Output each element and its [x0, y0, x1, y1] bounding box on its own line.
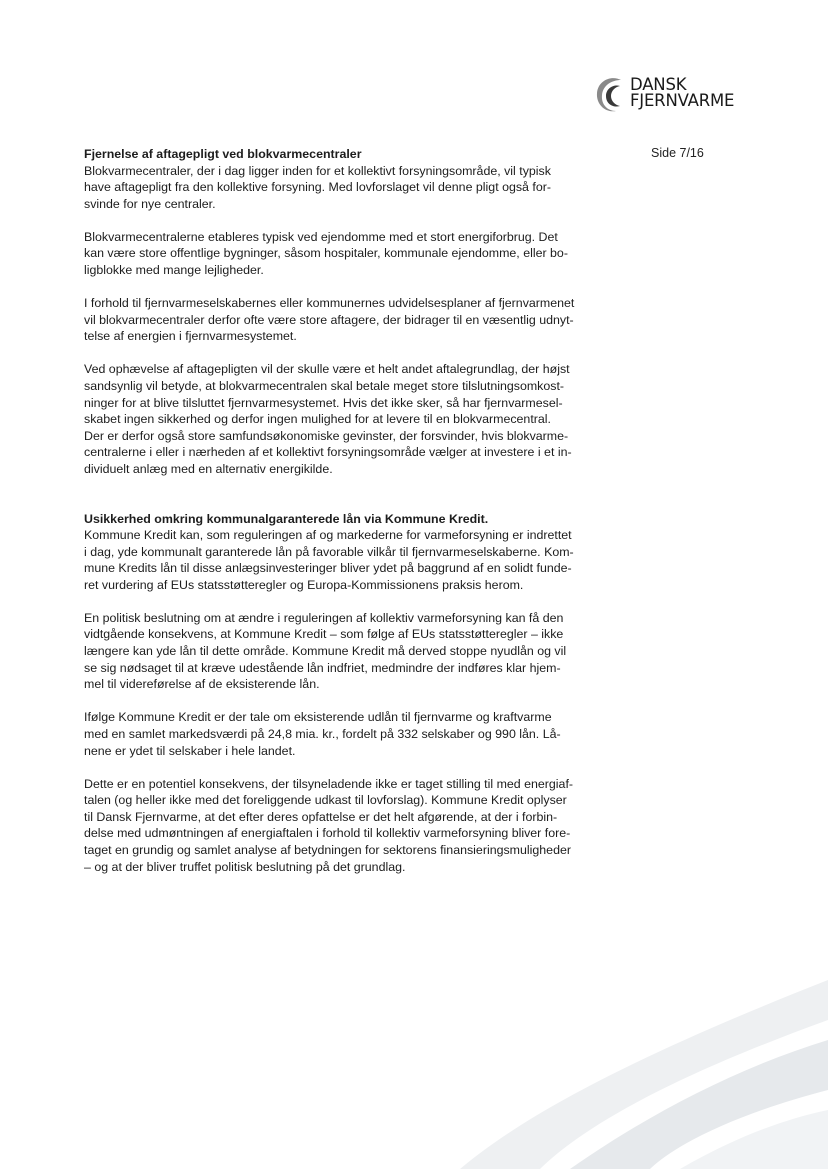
document-body — [84, 146, 612, 875]
paragraph: Blokvarmecentraler, der i dag ligger inden for et kollektivt forsyningsområde, vil typisk have aftagepligt fra den kollektive forsyning. Med lovforslaget vil denne pligt også for- svinde for nye centraler. — [84, 163, 551, 211]
decorative-swoosh — [420, 960, 828, 1169]
paragraph: Kommune Kredit kan, som reguleringen af og markederne for varmeforsyning er indrettet i dag, yde kommunalt garanterede lån på favorable vilkår til fjernvarmeselskaberne. Kom- mune Kredits lån til disse anlægsinvesteringer bliver ydet på baggrund af en solidt funde- ret vurdering af EUs statsstøtteregler og Europa-Kommissionens praksis herom. — [84, 528, 574, 592]
paragraph: En politisk beslutning om at ændre i reguleringen af kollektiv varmeforsyning kan få den vidtgående konsekvens, at Kommune Kredit – som følge af EUs statsstøtteregler – ikke længere kan yde lån til dette område. Kommune Kredit må derved stoppe nyudlån og vil se sig nødsaget til at kræve udestående lån indfriet, medmindre der indføres klar hjem- mel til videreførelse af de eksisterende lån. — [84, 610, 567, 692]
page-number: Side 7/16 — [651, 146, 704, 160]
paragraph: Ifølge Kommune Kredit er der tale om eksisterende udlån til fjernvarme og kraftvarme med en samlet markedsværdi på 24,8 mia. kr., fordelt på 332 selskaber og 990 lån. Lå- nene er ydet til selskaber i hele landet. — [84, 710, 561, 758]
paragraph: I forhold til fjernvarmeselskabernes eller kommunernes udvidelsesplaner af fjernvarmenet vil blokvarmecentraler derfor ofte være store aftagere, der bidrager til en væsentlig udnyt- telse af energien i fjernvarmesystemet. — [84, 296, 575, 344]
logo — [594, 74, 764, 118]
section-heading: Fjernelse af aftagepligt ved blokvarmecentraler — [84, 147, 362, 161]
section-heading: Usikkerhed omkring kommunalgaranterede lån via Kommune Kredit. — [84, 511, 489, 526]
paragraph: Ved ophævelse af aftagepligten vil der skulle være et helt andet aftalegrundlag, der højst sandsynlig vil betyde, at blokvarmecentralen skal betale meget store tilslutningsomkost- ninger for at blive tilsluttet fjernvarmesystemet. Hvis det ikke sker, så har fjernvarmesel- skabet ingen sikkerhed og derfor ingen mulighed for at levere til en blokvarmecentral. Der er derfor også store samfundsøkonomiske gevinster, der forsvinder, hvis blokvarme- centralerne i eller i nærheden af et kollektivt forsyningsområde vælger at investere i et in- dividuelt anlæg med en alternativ energikilde. — [84, 362, 572, 476]
logo-line-2: FJERNVARME — [630, 91, 735, 110]
logo-line-1: DANSK — [630, 75, 687, 94]
paragraph: Blokvarmecentralerne etableres typisk ved ejendomme med et stort energiforbrug. Det kan være store offentlige bygninger, såsom hospitaler, kommunale ejendomme, eller bo- ligblokke med mange lejligheder. — [84, 229, 568, 277]
dansk-fjernvarme-logo-icon — [594, 74, 628, 116]
paragraph: Dette er en potentiel konsekvens, der tilsyneladende ikke er taget stilling til med energiaf- talen (og heller ikke med det foreliggende udkast til lovforslag). Kommune Kredit oplyser til Dansk Fjernvarme, at det efter deres opfattelse er det helt afgørende, at der i forbin- delse med udmøntningen af energiaftalen i forhold til kollektiv varmeforsyning bliver fore- taget en grundig og samlet analyse af betydningen for sektorens finansieringsmuligheder – og at der bliver truffet politisk beslutning på det grundlag. — [84, 776, 574, 874]
